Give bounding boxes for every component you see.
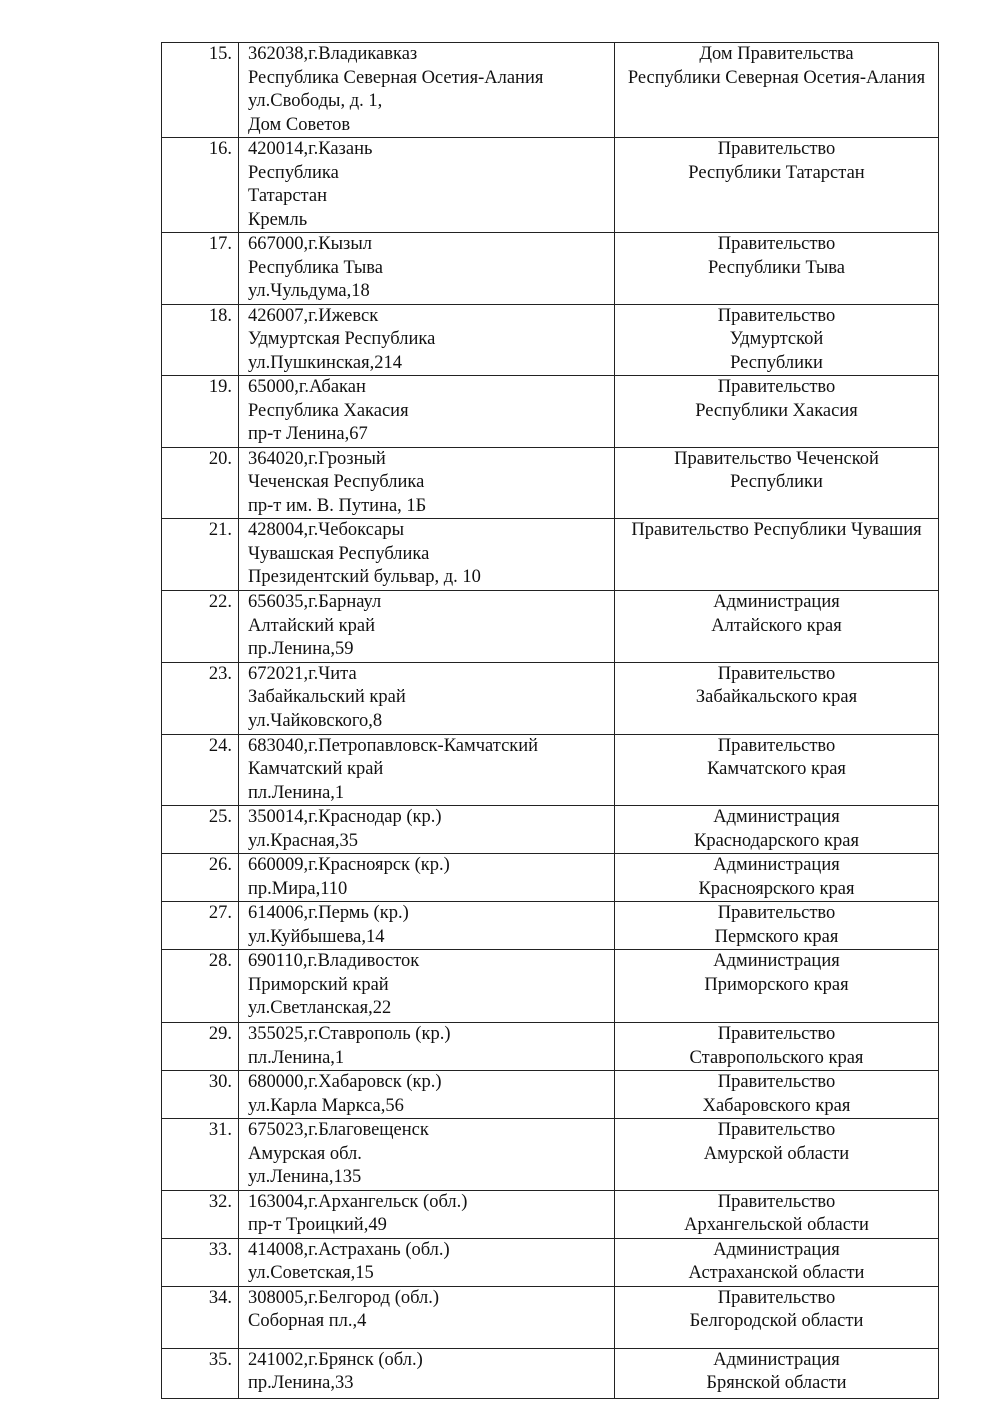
organization-cell — [615, 902, 939, 950]
organization-line: Приморского края — [704, 974, 849, 995]
organization-cell — [615, 591, 939, 663]
row-number: 21. — [162, 519, 239, 591]
organization-cell — [615, 1238, 939, 1286]
organization-line: Правительство Чеченской — [674, 448, 879, 469]
address-line: 690110,г.Владивосток — [248, 951, 420, 971]
table-row — [162, 43, 939, 138]
organization-cell — [615, 1348, 939, 1398]
address-line: Удмуртская Республика — [248, 329, 436, 349]
organization-line: Республики — [730, 472, 823, 492]
organization-line: Правительство — [717, 234, 836, 254]
address-line: ул.Карла Маркса,56 — [248, 1095, 404, 1116]
organization-cell — [615, 950, 939, 1023]
table-row — [162, 1286, 939, 1348]
organization-cell — [615, 1023, 939, 1071]
organization-line: Правительство — [717, 663, 836, 684]
table-row — [162, 447, 939, 519]
address-cell — [239, 854, 615, 902]
organization-cell — [615, 1190, 939, 1238]
address-line: 355025,г.Ставрополь (кр.) — [248, 1024, 451, 1044]
row-number: 28. — [162, 950, 239, 1023]
address-line: пр-т им. В. Путина, 1Б — [248, 495, 427, 516]
address-cell — [239, 43, 615, 138]
organization-cell — [615, 734, 939, 806]
organization-cell — [615, 1119, 939, 1191]
organization-line: Правительство — [717, 305, 836, 326]
organization-line: Краснодарского края — [694, 830, 859, 851]
address-cell — [239, 376, 615, 448]
address-line: ул.Красная,35 — [248, 830, 359, 851]
row-number: 16. — [162, 138, 239, 233]
organization-line: Администрация — [713, 951, 840, 971]
address-line: 420014,г.Казань — [248, 139, 373, 159]
address-cell — [239, 662, 615, 734]
address-line: 362038,г.Владикавказ — [248, 44, 418, 64]
row-number: 26. — [162, 854, 239, 902]
row-number: 18. — [162, 304, 239, 376]
organization-line: Ставропольского края — [689, 1047, 864, 1068]
organization-cell — [615, 519, 939, 591]
address-line: пр.Мира,110 — [248, 878, 348, 899]
organization-line: Брянской области — [706, 1373, 847, 1393]
address-line: Кремль — [248, 209, 308, 230]
address-cell — [239, 1238, 615, 1286]
address-line: пр-т Троицкий,49 — [248, 1215, 387, 1235]
address-line: 426007,г.Ижевск — [248, 305, 379, 326]
organization-cell — [615, 233, 939, 305]
address-line: Забайкальский край — [248, 687, 406, 707]
address-line: ул.Свободы, д. 1, — [248, 91, 383, 111]
address-table — [161, 42, 939, 1399]
address-cell — [239, 734, 615, 806]
address-line: Республика — [248, 162, 339, 183]
row-number: 20. — [162, 447, 239, 519]
organization-line: Администрация — [713, 592, 840, 612]
address-cell — [239, 902, 615, 950]
address-line: Чувашская Республика — [248, 543, 430, 564]
address-line: Республика Хакасия — [248, 400, 409, 421]
address-line: 308005,г.Белгород (обл.) — [248, 1287, 440, 1308]
address-line: 614006,г.Пермь (кр.) — [248, 903, 409, 923]
organization-line: Республики Хакасия — [695, 400, 858, 421]
organization-line: Администрация — [713, 807, 840, 827]
table-row — [162, 233, 939, 305]
row-number: 24. — [162, 734, 239, 806]
organization-cell — [615, 1286, 939, 1348]
organization-line: Правительство — [717, 735, 836, 756]
organization-line: Красноярского края — [698, 878, 855, 899]
address-line: ул.Куйбышева,14 — [248, 926, 385, 947]
table-row — [162, 1071, 939, 1119]
address-line: ул.Чульдума,18 — [248, 281, 370, 301]
address-line: 65000,г.Абакан — [248, 377, 366, 397]
row-number: 27. — [162, 902, 239, 950]
address-line: пл.Ленина,1 — [248, 782, 345, 803]
row-number: 33. — [162, 1238, 239, 1286]
row-number: 15. — [162, 43, 239, 138]
table-row — [162, 902, 939, 950]
organization-line: Правительство — [717, 1072, 836, 1092]
address-line: ул.Советская,15 — [248, 1263, 374, 1283]
table-row — [162, 1023, 939, 1071]
organization-line: Республики Тыва — [708, 257, 845, 278]
address-cell — [239, 1286, 615, 1348]
address-line: 656035,г.Барнаул — [248, 592, 382, 612]
table-row — [162, 304, 939, 376]
address-line: 672021,г.Чита — [248, 663, 357, 684]
address-cell — [239, 138, 615, 233]
row-number: 29. — [162, 1023, 239, 1071]
address-line: Дом Советов — [248, 114, 351, 135]
organization-line: Пермского края — [714, 926, 839, 947]
address-line: Республика Тыва — [248, 257, 383, 278]
organization-line: Удмуртской — [729, 329, 824, 349]
address-line: Амурская обл. — [248, 1143, 362, 1164]
organization-line: Правительство — [717, 903, 836, 923]
row-number: 31. — [162, 1119, 239, 1191]
table-row — [162, 1119, 939, 1191]
organization-line: Правительство — [717, 1191, 836, 1212]
organization-line: Архангельской области — [684, 1215, 869, 1235]
organization-line: Амурской области — [703, 1143, 850, 1164]
address-line: пр.Ленина,33 — [248, 1373, 354, 1393]
address-cell — [239, 950, 615, 1023]
address-line: 667000,г.Кызыл — [248, 234, 372, 254]
address-line: 683040,г.Петропавловск-Камчатский — [248, 735, 539, 756]
address-line: Соборная пл.,4 — [248, 1311, 367, 1331]
table-row — [162, 591, 939, 663]
address-cell — [239, 233, 615, 305]
organization-cell — [615, 662, 939, 734]
address-cell — [239, 1071, 615, 1119]
organization-line: Правительство Республики Чувашия — [631, 520, 922, 540]
organization-line: Забайкальского края — [695, 687, 858, 707]
organization-cell — [615, 806, 939, 854]
table-row — [162, 734, 939, 806]
address-line: Алтайский край — [248, 615, 375, 636]
address-line: 350014,г.Краснодар (кр.) — [248, 807, 442, 827]
address-line: 680000,г.Хабаровск (кр.) — [248, 1072, 442, 1092]
address-table-body — [162, 43, 939, 1399]
table-row — [162, 376, 939, 448]
table-row — [162, 138, 939, 233]
address-line: пр.Ленина,59 — [248, 639, 354, 659]
address-line: ул.Ленина,135 — [248, 1167, 362, 1187]
organization-line: Правительство — [717, 1120, 836, 1140]
address-line: Президентский бульвар, д. 10 — [248, 567, 481, 587]
address-cell — [239, 519, 615, 591]
address-line: ул.Светланская,22 — [248, 998, 392, 1018]
organization-line: Правительство — [717, 139, 836, 159]
address-line: 660009,г.Красноярск (кр.) — [248, 855, 450, 875]
address-cell — [239, 806, 615, 854]
table-row — [162, 950, 939, 1023]
organization-line: Алтайского края — [711, 615, 842, 636]
organization-cell — [615, 854, 939, 902]
address-line: 428004,г.Чебоксары — [248, 520, 405, 540]
organization-line: Республики Северная Осетия-Алания — [627, 67, 926, 88]
organization-line: Правительство — [717, 1024, 836, 1044]
table-row — [162, 1348, 939, 1398]
address-line: 675023,г.Благовещенск — [248, 1120, 429, 1140]
row-number: 35. — [162, 1348, 239, 1398]
organization-line: Дом Правительства — [699, 44, 854, 64]
organization-line: Республики Татарстан — [688, 162, 865, 183]
organization-line: Астраханской области — [688, 1263, 865, 1283]
address-line: 241002,г.Брянск (обл.) — [248, 1349, 423, 1370]
address-cell — [239, 1348, 615, 1398]
organization-cell — [615, 376, 939, 448]
organization-line: Администрация — [713, 1239, 840, 1260]
address-cell — [239, 304, 615, 376]
organization-line: Хабаровского края — [702, 1095, 851, 1116]
row-number: 32. — [162, 1190, 239, 1238]
row-number: 25. — [162, 806, 239, 854]
row-number: 23. — [162, 662, 239, 734]
organization-line: Администрация — [713, 1349, 840, 1370]
organization-cell — [615, 1071, 939, 1119]
address-cell — [239, 447, 615, 519]
address-line: 414008,г.Астрахань (обл.) — [248, 1239, 450, 1260]
organization-line: Правительство — [717, 377, 836, 397]
address-line: 163004,г.Архангельск (обл.) — [248, 1191, 468, 1212]
address-cell — [239, 1119, 615, 1191]
organization-cell — [615, 43, 939, 138]
address-cell — [239, 591, 615, 663]
row-number: 22. — [162, 591, 239, 663]
table-row — [162, 519, 939, 591]
table-row — [162, 662, 939, 734]
row-number: 17. — [162, 233, 239, 305]
organization-cell — [615, 304, 939, 376]
address-line: Татарстан — [248, 186, 327, 206]
organization-cell — [615, 138, 939, 233]
organization-line: Камчатского края — [707, 759, 846, 779]
table-row — [162, 806, 939, 854]
organization-line: Правительство — [717, 1287, 836, 1308]
organization-line: Администрация — [713, 855, 840, 875]
organization-line: Белгородской области — [689, 1311, 864, 1331]
address-cell — [239, 1190, 615, 1238]
address-line: Чеченская Республика — [248, 472, 425, 492]
address-cell — [239, 1023, 615, 1071]
address-line: ул.Пушкинская,214 — [248, 352, 402, 373]
address-line: ул.Чайковского,8 — [248, 710, 383, 731]
table-row — [162, 854, 939, 902]
address-line: Республика Северная Осетия-Алания — [248, 67, 544, 88]
row-number: 34. — [162, 1286, 239, 1348]
table-row — [162, 1190, 939, 1238]
address-line: пл.Ленина,1 — [248, 1047, 345, 1068]
table-row — [162, 1238, 939, 1286]
organization-line: Республики — [730, 352, 823, 373]
row-number: 30. — [162, 1071, 239, 1119]
address-line: пр-т Ленина,67 — [248, 424, 368, 444]
address-line: Камчатский край — [248, 759, 384, 779]
row-number: 19. — [162, 376, 239, 448]
address-line: 364020,г.Грозный — [248, 448, 386, 469]
organization-cell — [615, 447, 939, 519]
address-line: Приморский край — [248, 974, 389, 995]
